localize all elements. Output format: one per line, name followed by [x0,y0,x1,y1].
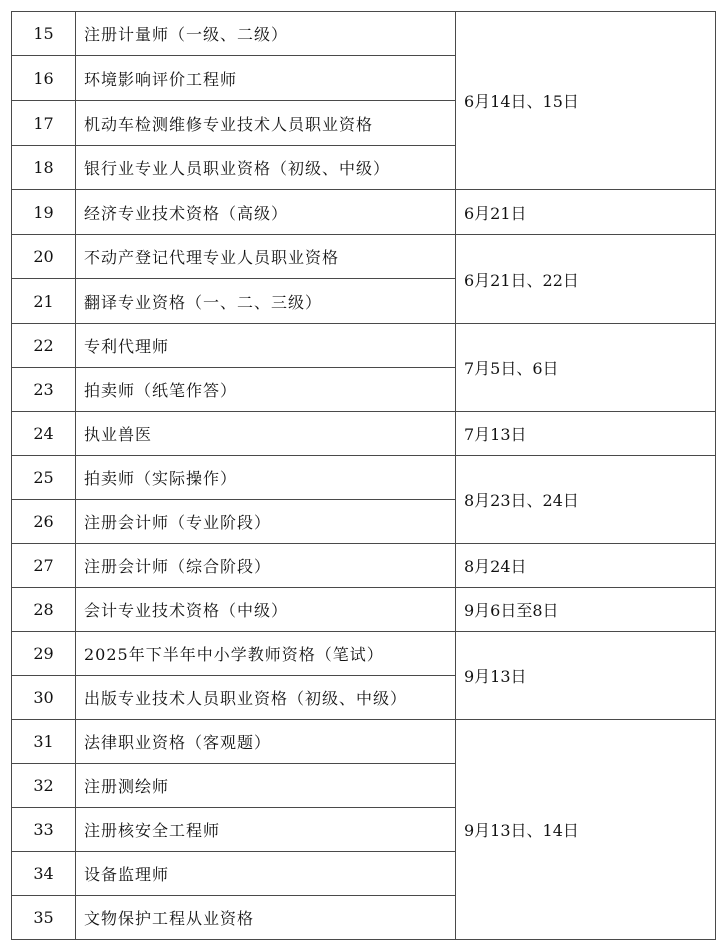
table-row [12,632,716,676]
table-row [12,588,716,632]
exam-name-cell: 不动产登记代理专业人员职业资格 [76,235,456,279]
exam-date-cell: 8月23日、24日 [456,456,716,544]
exam-number-cell: 35 [12,896,76,940]
exam-number-cell: 34 [12,852,76,896]
exam-date-cell: 6月21日、22日 [456,235,716,324]
exam-name-cell: 注册计量师（一级、二级） [76,12,456,56]
exam-name-cell: 出版专业技术人员职业资格（初级、中级） [76,676,456,720]
exam-number-cell: 27 [12,544,76,588]
exam-number-cell: 24 [12,412,76,456]
exam-name-cell: 注册会计师（专业阶段） [76,500,456,544]
exam-name-cell: 2025年下半年中小学教师资格（笔试） [76,632,456,676]
exam-number-cell: 32 [12,764,76,808]
exam-name-cell: 翻译专业资格（一、二、三级） [76,279,456,324]
exam-name-cell: 执业兽医 [76,412,456,456]
exam-name-cell: 法律职业资格（客观题） [76,720,456,764]
exam-date-cell: 9月6日至8日 [456,588,716,632]
table-row [12,235,716,279]
exam-name-cell: 会计专业技术资格（中级） [76,588,456,632]
exam-number-cell: 23 [12,368,76,412]
exam-number-cell: 33 [12,808,76,852]
exam-number-cell: 16 [12,56,76,101]
exam-number-cell: 26 [12,500,76,544]
exam-name-cell: 银行业专业人员职业资格（初级、中级） [76,146,456,190]
exam-date-cell: 9月13日 [456,632,716,720]
exam-number-cell: 17 [12,101,76,146]
exam-date-cell: 7月5日、6日 [456,324,716,412]
exam-number-cell: 20 [12,235,76,279]
exam-name-cell: 注册核安全工程师 [76,808,456,852]
exam-name-cell: 专利代理师 [76,324,456,368]
exam-number-cell: 28 [12,588,76,632]
exam-date-cell: 6月14日、15日 [456,12,716,190]
table-row [12,720,716,764]
exam-date-cell: 8月24日 [456,544,716,588]
exam-number-cell: 15 [12,12,76,56]
exam-schedule-table [11,11,716,940]
exam-number-cell: 25 [12,456,76,500]
table-row [12,190,716,235]
table-row [12,324,716,368]
table-row [12,544,716,588]
exam-name-cell: 环境影响评价工程师 [76,56,456,101]
exam-name-cell: 机动车检测维修专业技术人员职业资格 [76,101,456,146]
exam-date-cell: 9月13日、14日 [456,720,716,940]
exam-number-cell: 30 [12,676,76,720]
exam-number-cell: 18 [12,146,76,190]
exam-name-cell: 拍卖师（纸笔作答） [76,368,456,412]
table-row [12,12,716,56]
exam-date-cell: 6月21日 [456,190,716,235]
exam-name-cell: 文物保护工程从业资格 [76,896,456,940]
exam-name-cell: 注册会计师（综合阶段） [76,544,456,588]
exam-name-cell: 拍卖师（实际操作） [76,456,456,500]
exam-name-cell: 注册测绘师 [76,764,456,808]
exam-number-cell: 19 [12,190,76,235]
table-row [12,412,716,456]
exam-date-cell: 7月13日 [456,412,716,456]
exam-schedule-body [12,12,716,940]
exam-number-cell: 21 [12,279,76,324]
exam-name-cell: 设备监理师 [76,852,456,896]
exam-number-cell: 22 [12,324,76,368]
exam-name-cell: 经济专业技术资格（高级） [76,190,456,235]
table-row [12,456,716,500]
exam-number-cell: 31 [12,720,76,764]
exam-number-cell: 29 [12,632,76,676]
